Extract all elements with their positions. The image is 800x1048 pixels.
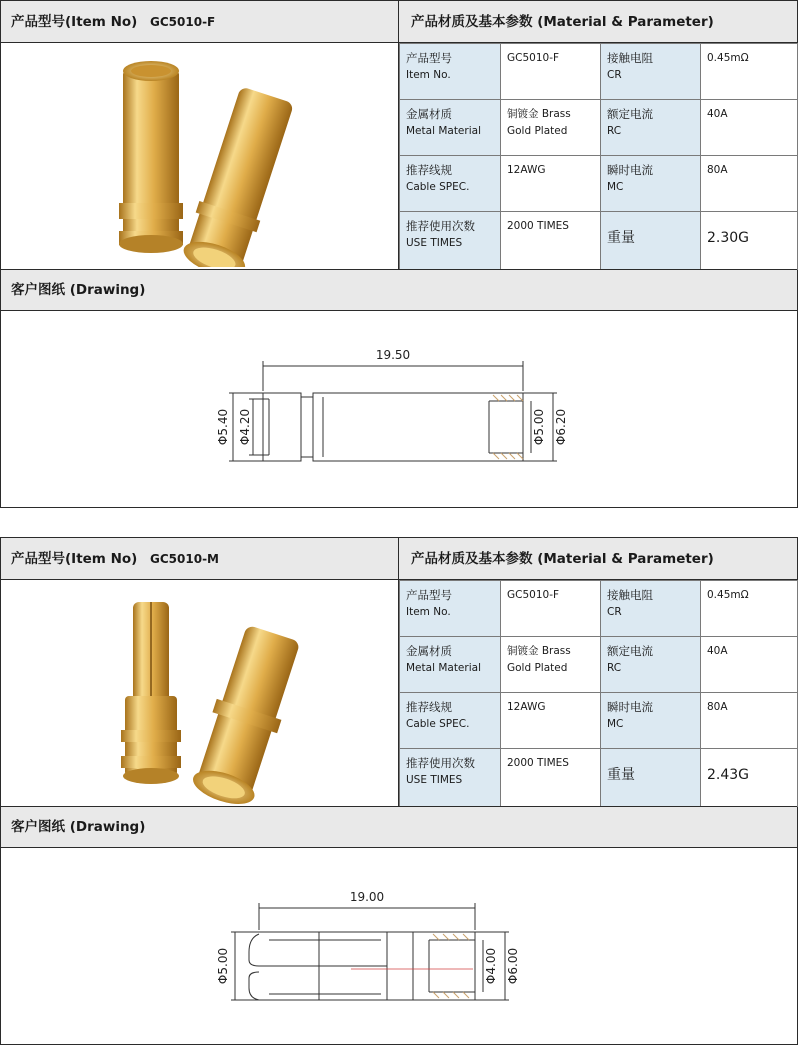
drawing-header: 客户图纸 (Drawing): [1, 269, 797, 311]
param-label: 推荐使用次数 USE TIMES: [400, 749, 501, 807]
param-value: 0.45mΩ: [701, 581, 798, 637]
param-label: 接触电阻 CR: [601, 581, 701, 637]
param-value: GC5010-F: [501, 44, 601, 100]
param-header: 产品材质及基本参数 (Material & Parameter): [399, 538, 797, 580]
param-value: 40A: [701, 637, 798, 693]
param-value: 2000 TIMES: [501, 212, 601, 270]
param-header: 产品材质及基本参数 (Material & Parameter): [399, 1, 797, 43]
param-value: 铜镀金 Brass Gold Plated: [501, 100, 601, 156]
item-number: GC5010-M: [150, 552, 219, 566]
male-connector-image: [1, 580, 397, 804]
param-value: 40A: [701, 100, 798, 156]
drawing-male: [1, 848, 797, 1044]
param-value: 铜镀金 Brass Gold Plated: [501, 637, 601, 693]
param-label: 额定电流 RC: [601, 637, 701, 693]
dim-right-inner: Φ4.00: [484, 947, 498, 985]
param-label: 重量: [601, 749, 701, 807]
product-photo-female: [1, 43, 399, 269]
male-technical-drawing: [1, 848, 797, 1044]
param-value: 2.43G: [701, 749, 798, 807]
param-table-female: [399, 43, 798, 270]
drawing-female: [1, 311, 797, 507]
param-label: 产品型号 Item No.: [400, 44, 501, 100]
dim-left-outer: Φ5.40: [216, 408, 230, 446]
female-technical-drawing: [1, 311, 797, 507]
param-label: 额定电流 RC: [601, 100, 701, 156]
item-header: [1, 538, 399, 580]
drawing-header: 客户图纸 (Drawing): [1, 806, 797, 848]
param-value: 80A: [701, 693, 798, 749]
param-label: 重量: [601, 212, 701, 270]
param-label: 接触电阻 CR: [601, 44, 701, 100]
dim-right-inner: Φ5.00: [532, 408, 546, 446]
dim-length: 19.00: [349, 890, 385, 904]
param-label: 金属材质 Metal Material: [400, 100, 501, 156]
product-sheet-female: [0, 0, 798, 508]
param-table-male: [399, 580, 798, 807]
param-label: 推荐线规 Cable SPEC.: [400, 693, 501, 749]
female-connector-image: [1, 43, 397, 267]
param-label: 产品型号 Item No.: [400, 581, 501, 637]
item-label: 产品型号(Item No): [11, 14, 138, 30]
item-label: 产品型号(Item No): [11, 551, 138, 567]
param-label: 金属材质 Metal Material: [400, 637, 501, 693]
param-value: 0.45mΩ: [701, 44, 798, 100]
dim-right-outer: Φ6.00: [506, 947, 520, 985]
param-label: 推荐使用次数 USE TIMES: [400, 212, 501, 270]
param-label: 瞬时电流 MC: [601, 156, 701, 212]
dim-left: Φ5.00: [216, 947, 230, 985]
dim-left-inner: Φ4.20: [238, 408, 252, 446]
dim-length: 19.50: [375, 348, 411, 362]
param-value: 2000 TIMES: [501, 749, 601, 807]
product-sheet-male: [0, 537, 798, 1045]
param-label: 推荐线规 Cable SPEC.: [400, 156, 501, 212]
param-value: 80A: [701, 156, 798, 212]
param-value: 12AWG: [501, 693, 601, 749]
param-value: GC5010-F: [501, 581, 601, 637]
item-header: [1, 1, 399, 43]
item-number: GC5010-F: [150, 15, 216, 29]
product-photo-male: [1, 580, 399, 806]
param-value: 2.30G: [701, 212, 798, 270]
dim-right-outer: Φ6.20: [554, 408, 568, 446]
param-value: 12AWG: [501, 156, 601, 212]
param-label: 瞬时电流 MC: [601, 693, 701, 749]
